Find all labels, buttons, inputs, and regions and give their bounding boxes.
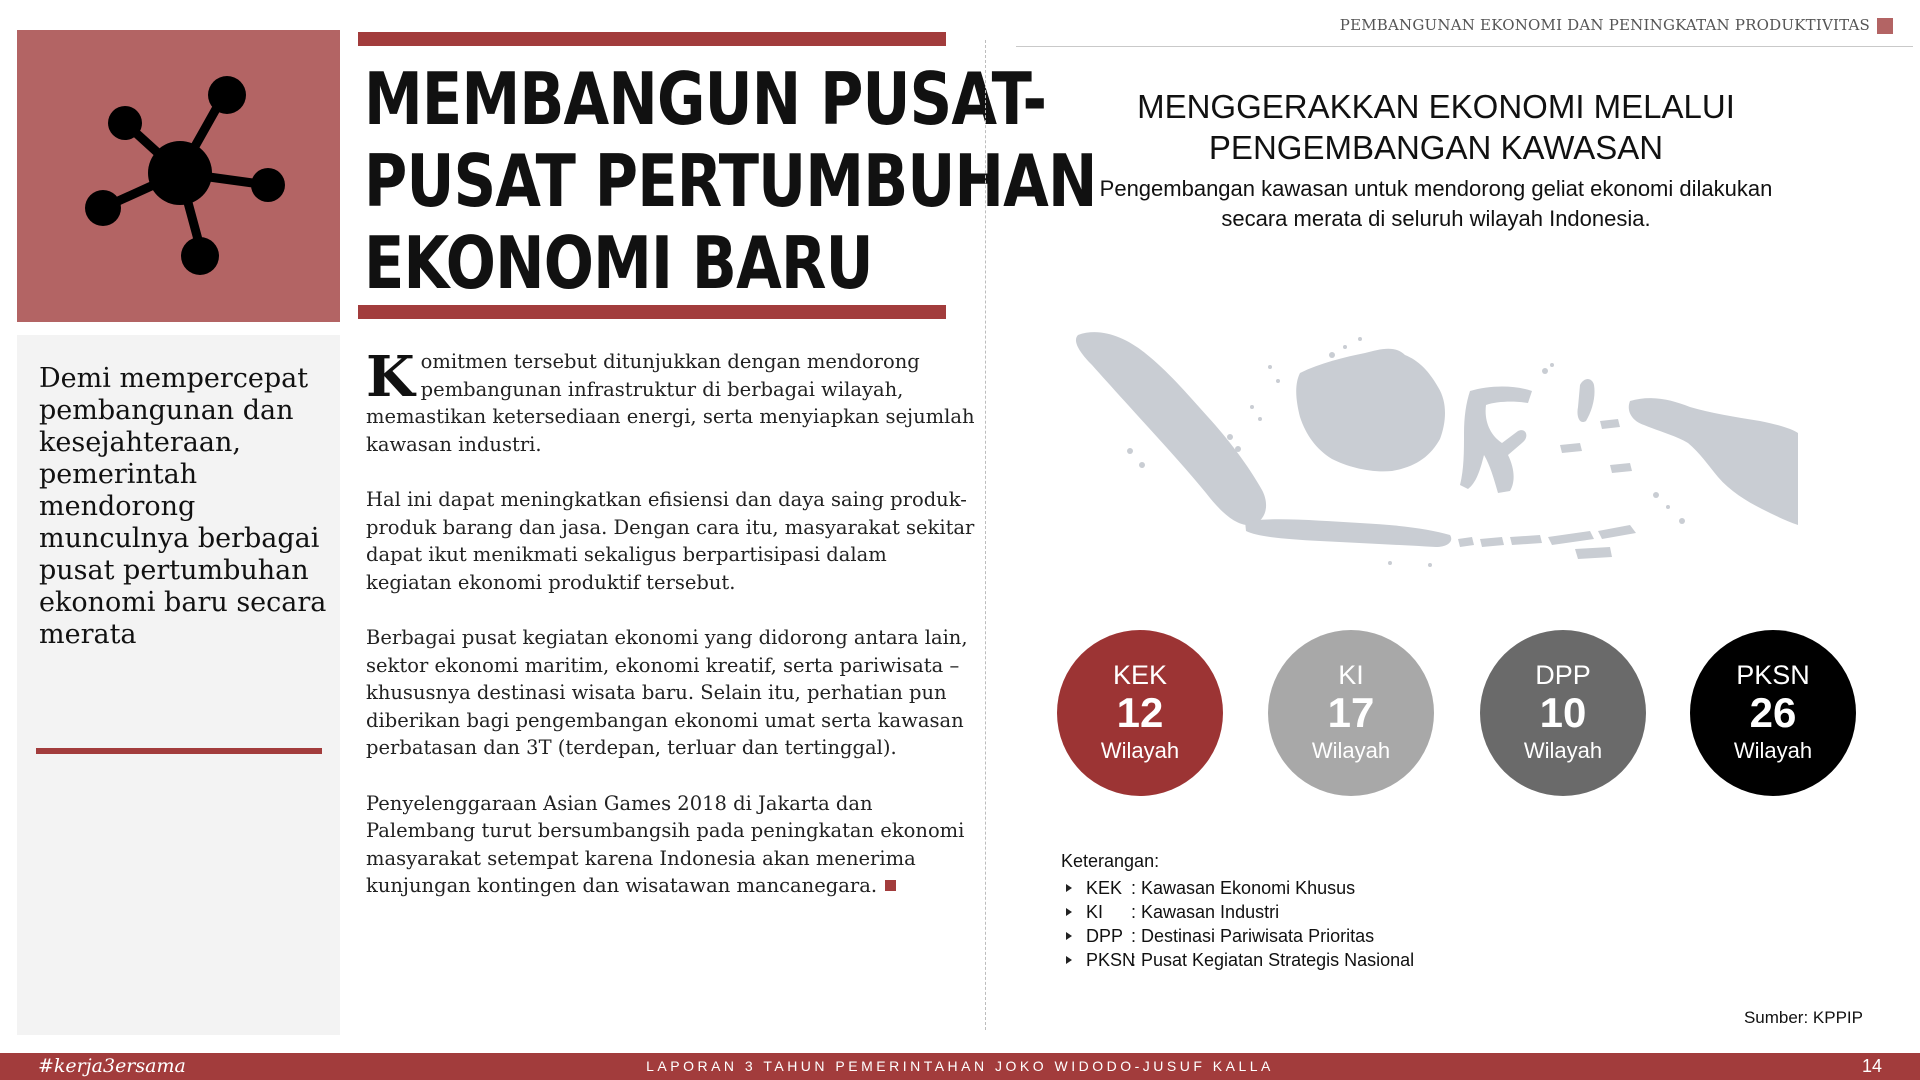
footer-report-title: LAPORAN 3 TAHUN PEMERINTAHAN JOKO WIDODO-JUSUF KALLA xyxy=(646,1058,1274,1074)
infographic-title xyxy=(1016,86,1856,168)
bullet-triangle-icon xyxy=(1066,908,1072,916)
paragraph-3: Berbagai pusat kegiatan ekonomi yang didorong antara lain, sektor ekonomi maritim, ekonomi kreatif, serta pariwisata – khususnya destinasi wisata baru. Selain itu, perhatian pun diberikan bagi pengembangan ekonomi umat serta kawasan perbatasan dan 3T (terdepan, terluar dan tertinggal). xyxy=(366,626,968,759)
section-square-icon xyxy=(1877,18,1893,34)
legend-desc: : Kawasan Ekonomi Khusus xyxy=(1131,878,1356,898)
article-body xyxy=(366,344,976,928)
infographic-subtitle-line-1: Pengembangan kawasan untuk mendorong geliat ekonomi dilakukan xyxy=(1099,176,1773,201)
stat-pksn xyxy=(1690,630,1856,796)
column-divider xyxy=(985,40,986,1030)
stat-dpp xyxy=(1480,630,1646,796)
infographic-subtitle xyxy=(1016,174,1856,234)
article-title xyxy=(364,57,1097,305)
end-mark-icon xyxy=(885,880,896,891)
drop-cap: K xyxy=(366,344,415,410)
stat-value: 12 xyxy=(1116,689,1164,736)
icon-panel xyxy=(17,30,340,322)
legend-key: PKSN xyxy=(1086,950,1136,970)
title-line-1: MEMBANGUN PUSAT- xyxy=(364,57,1047,141)
stat-value: 10 xyxy=(1539,689,1587,736)
network-hub-icon xyxy=(17,30,340,322)
paragraph-2: Hal ini dapat meningkatkan efisiensi dan daya saing produk-produk barang dan jasa. Dengan cara itu, masyarakat sekitar dapat ikut menikmati sekaligus berpartisipasi dalam kegiatan ekonomi produktif tersebut. xyxy=(366,488,975,594)
bullet-triangle-icon xyxy=(1066,956,1072,964)
stat-code: KEK xyxy=(1112,660,1168,690)
legend-item xyxy=(1061,876,1414,900)
legend-key: KI xyxy=(1086,902,1104,922)
source-note: Sumber: KPPIP xyxy=(1743,1008,1863,1027)
stat-code: KI xyxy=(1338,660,1364,690)
stat-code: PKSN xyxy=(1736,660,1810,690)
paragraph-4 xyxy=(366,790,976,900)
stat-value: 17 xyxy=(1327,689,1375,736)
title-line-3: EKONOMI BARU xyxy=(364,221,873,305)
infographic-title-line-2: PENGEMBANGAN KAWASAN xyxy=(1208,129,1664,166)
legend-desc: : Destinasi Pariwisata Prioritas xyxy=(1131,926,1375,946)
legend-key: KEK xyxy=(1086,878,1123,898)
footer-bar xyxy=(0,1053,1920,1080)
legend-title: Keterangan: xyxy=(1061,851,1160,871)
pull-quote-divider xyxy=(36,748,322,754)
legend xyxy=(1061,848,1414,972)
indonesia-map xyxy=(1070,325,1800,600)
legend-item xyxy=(1061,924,1414,948)
infographic-title-line-1: MENGGERAKKAN EKONOMI MELALUI xyxy=(1137,88,1735,125)
page-number: 14 xyxy=(1861,1056,1882,1076)
header-rule xyxy=(1016,46,1913,47)
title-rule-bottom xyxy=(358,305,946,319)
stat-kek xyxy=(1057,630,1223,796)
title-line-2: PUSAT PERTUMBUHAN xyxy=(364,139,1097,223)
pull-quote: Demi mempercepat pembangunan dan kesejahteraan, pemerintah mendorong munculnya berbagai pusat pertumbuhan ekonomi baru secara merata xyxy=(39,363,327,650)
legend-item xyxy=(1061,948,1414,972)
section-label: PEMBANGUNAN EKONOMI DAN PENINGKATAN PRODUKTIVITAS xyxy=(1339,16,1870,34)
paragraph-1 xyxy=(366,344,976,458)
paragraph-4-text: Penyelenggaraan Asian Games 2018 di Jakarta dan Palembang turut bersumbangsih pada peningkatan ekonomi masyarakat setempat karena Indonesia akan menerima kunjungan kontingen dan wisatawan mancanegara. xyxy=(366,791,965,897)
legend-item xyxy=(1061,900,1414,924)
legend-desc: : Pusat Kegiatan Strategis Nasional xyxy=(1131,950,1415,970)
footer-hashtag: #kerja3ersama xyxy=(38,1055,186,1077)
legend-key: DPP xyxy=(1086,926,1124,946)
bullet-triangle-icon xyxy=(1066,932,1072,940)
stat-unit: Wilayah xyxy=(1311,738,1391,763)
infographic-subtitle-line-2: secara merata di seluruh wilayah Indonesia. xyxy=(1221,206,1651,231)
stat-value: 26 xyxy=(1749,689,1797,736)
pull-quote-box xyxy=(17,335,340,1035)
legend-desc: : Kawasan Industri xyxy=(1131,902,1280,922)
paragraph-1-text: omitmen tersebut ditunjukkan dengan mendorong pembangunan infrastruktur di berbagai wilayah, memastikan ketersediaan energi, serta menyiapkan sejumlah kawasan industri. xyxy=(366,350,975,456)
stat-unit: Wilayah xyxy=(1523,738,1603,763)
bullet-triangle-icon xyxy=(1066,884,1072,892)
legend-list xyxy=(1061,876,1414,972)
stat-unit: Wilayah xyxy=(1100,738,1180,763)
stat-ki xyxy=(1268,630,1434,796)
stat-unit: Wilayah xyxy=(1733,738,1813,763)
stat-code: DPP xyxy=(1535,660,1591,690)
title-rule-top xyxy=(358,32,946,46)
